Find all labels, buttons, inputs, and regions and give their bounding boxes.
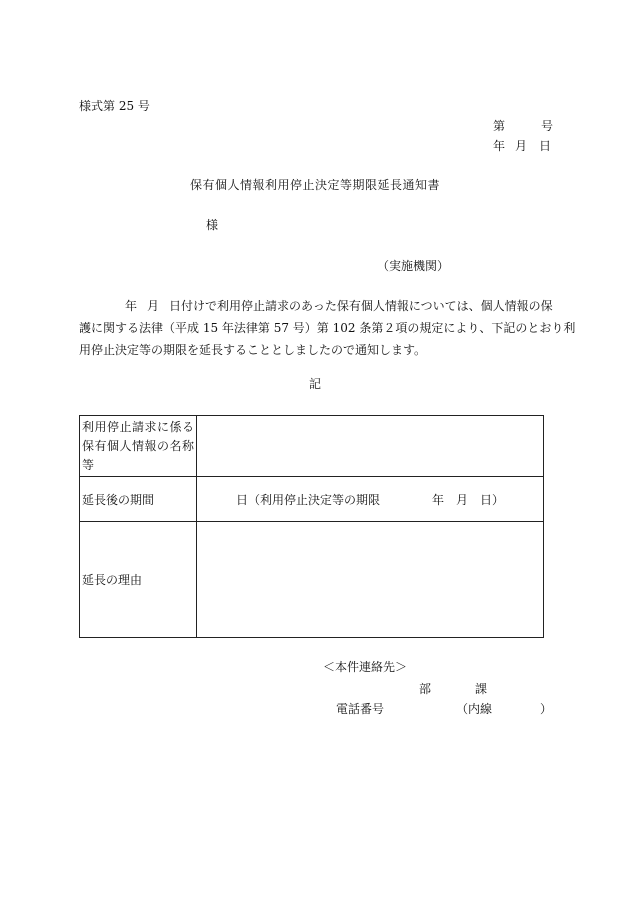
contact-title: ＜本件連絡先＞	[323, 660, 408, 674]
body-line-2: 護に関する法律（平成 15 年法律第 57 号）第 102 条第２項の規定により、下記のとおり利	[79, 321, 576, 335]
body-line-1-rest: 日付けで利用停止請求のあった保有個人情報については、個人情報の保	[169, 299, 553, 313]
date-day: 日	[539, 139, 552, 153]
body-month: 月	[147, 299, 160, 313]
information-name-label	[80, 416, 197, 477]
information-name-value[interactable]	[197, 416, 544, 477]
extended-period-month: 月	[456, 492, 469, 507]
phone-label: 電話番号	[336, 702, 385, 716]
information-name-label-line-2: 保有個人情報の名称	[82, 438, 194, 453]
contact-section: 課	[475, 682, 488, 696]
date-year: 年	[493, 139, 506, 153]
date-month: 月	[515, 139, 528, 153]
contact-department	[419, 681, 487, 697]
contact-dept: 部	[419, 682, 432, 696]
document-number-suffix: 号	[541, 119, 554, 133]
body-year: 年	[125, 299, 138, 313]
extended-period-end: 日）	[480, 492, 505, 507]
record-heading: 記	[308, 377, 321, 391]
extended-period-day: 日（利用停止決定等の期限	[235, 492, 380, 507]
addressee-suffix: 様	[206, 218, 219, 232]
extension-close: ）	[540, 702, 553, 716]
document-title: 保有個人情報利用停止決定等期限延長通知書	[189, 178, 440, 192]
table-row	[80, 477, 544, 522]
extended-period-year: 年	[431, 492, 444, 507]
table-row	[80, 416, 544, 477]
extension-reason-label: 延長の理由	[80, 522, 197, 638]
issue-date	[493, 138, 551, 154]
contact-phone	[336, 701, 552, 717]
body-line-1	[79, 295, 553, 317]
extended-period-text	[199, 491, 541, 508]
document-number-label: 第	[493, 119, 506, 133]
information-name-label-line-3: 等	[82, 457, 95, 472]
extended-period-value[interactable]	[197, 477, 544, 522]
agency-label: （実施機関）	[377, 259, 450, 273]
form-number: 様式第 25 号	[79, 99, 150, 113]
extension-open: （内線	[456, 702, 493, 716]
body-line-3: 用停止決定等の期限を延長することとしましたので通知します。	[79, 343, 427, 357]
extended-period-label: 延長後の期間	[80, 477, 197, 522]
information-name-label-line-1: 利用停止請求に係る	[82, 419, 194, 434]
table-row	[80, 522, 544, 638]
details-table	[79, 415, 544, 638]
notice-body	[79, 295, 576, 361]
extension-reason-value[interactable]	[197, 522, 544, 638]
